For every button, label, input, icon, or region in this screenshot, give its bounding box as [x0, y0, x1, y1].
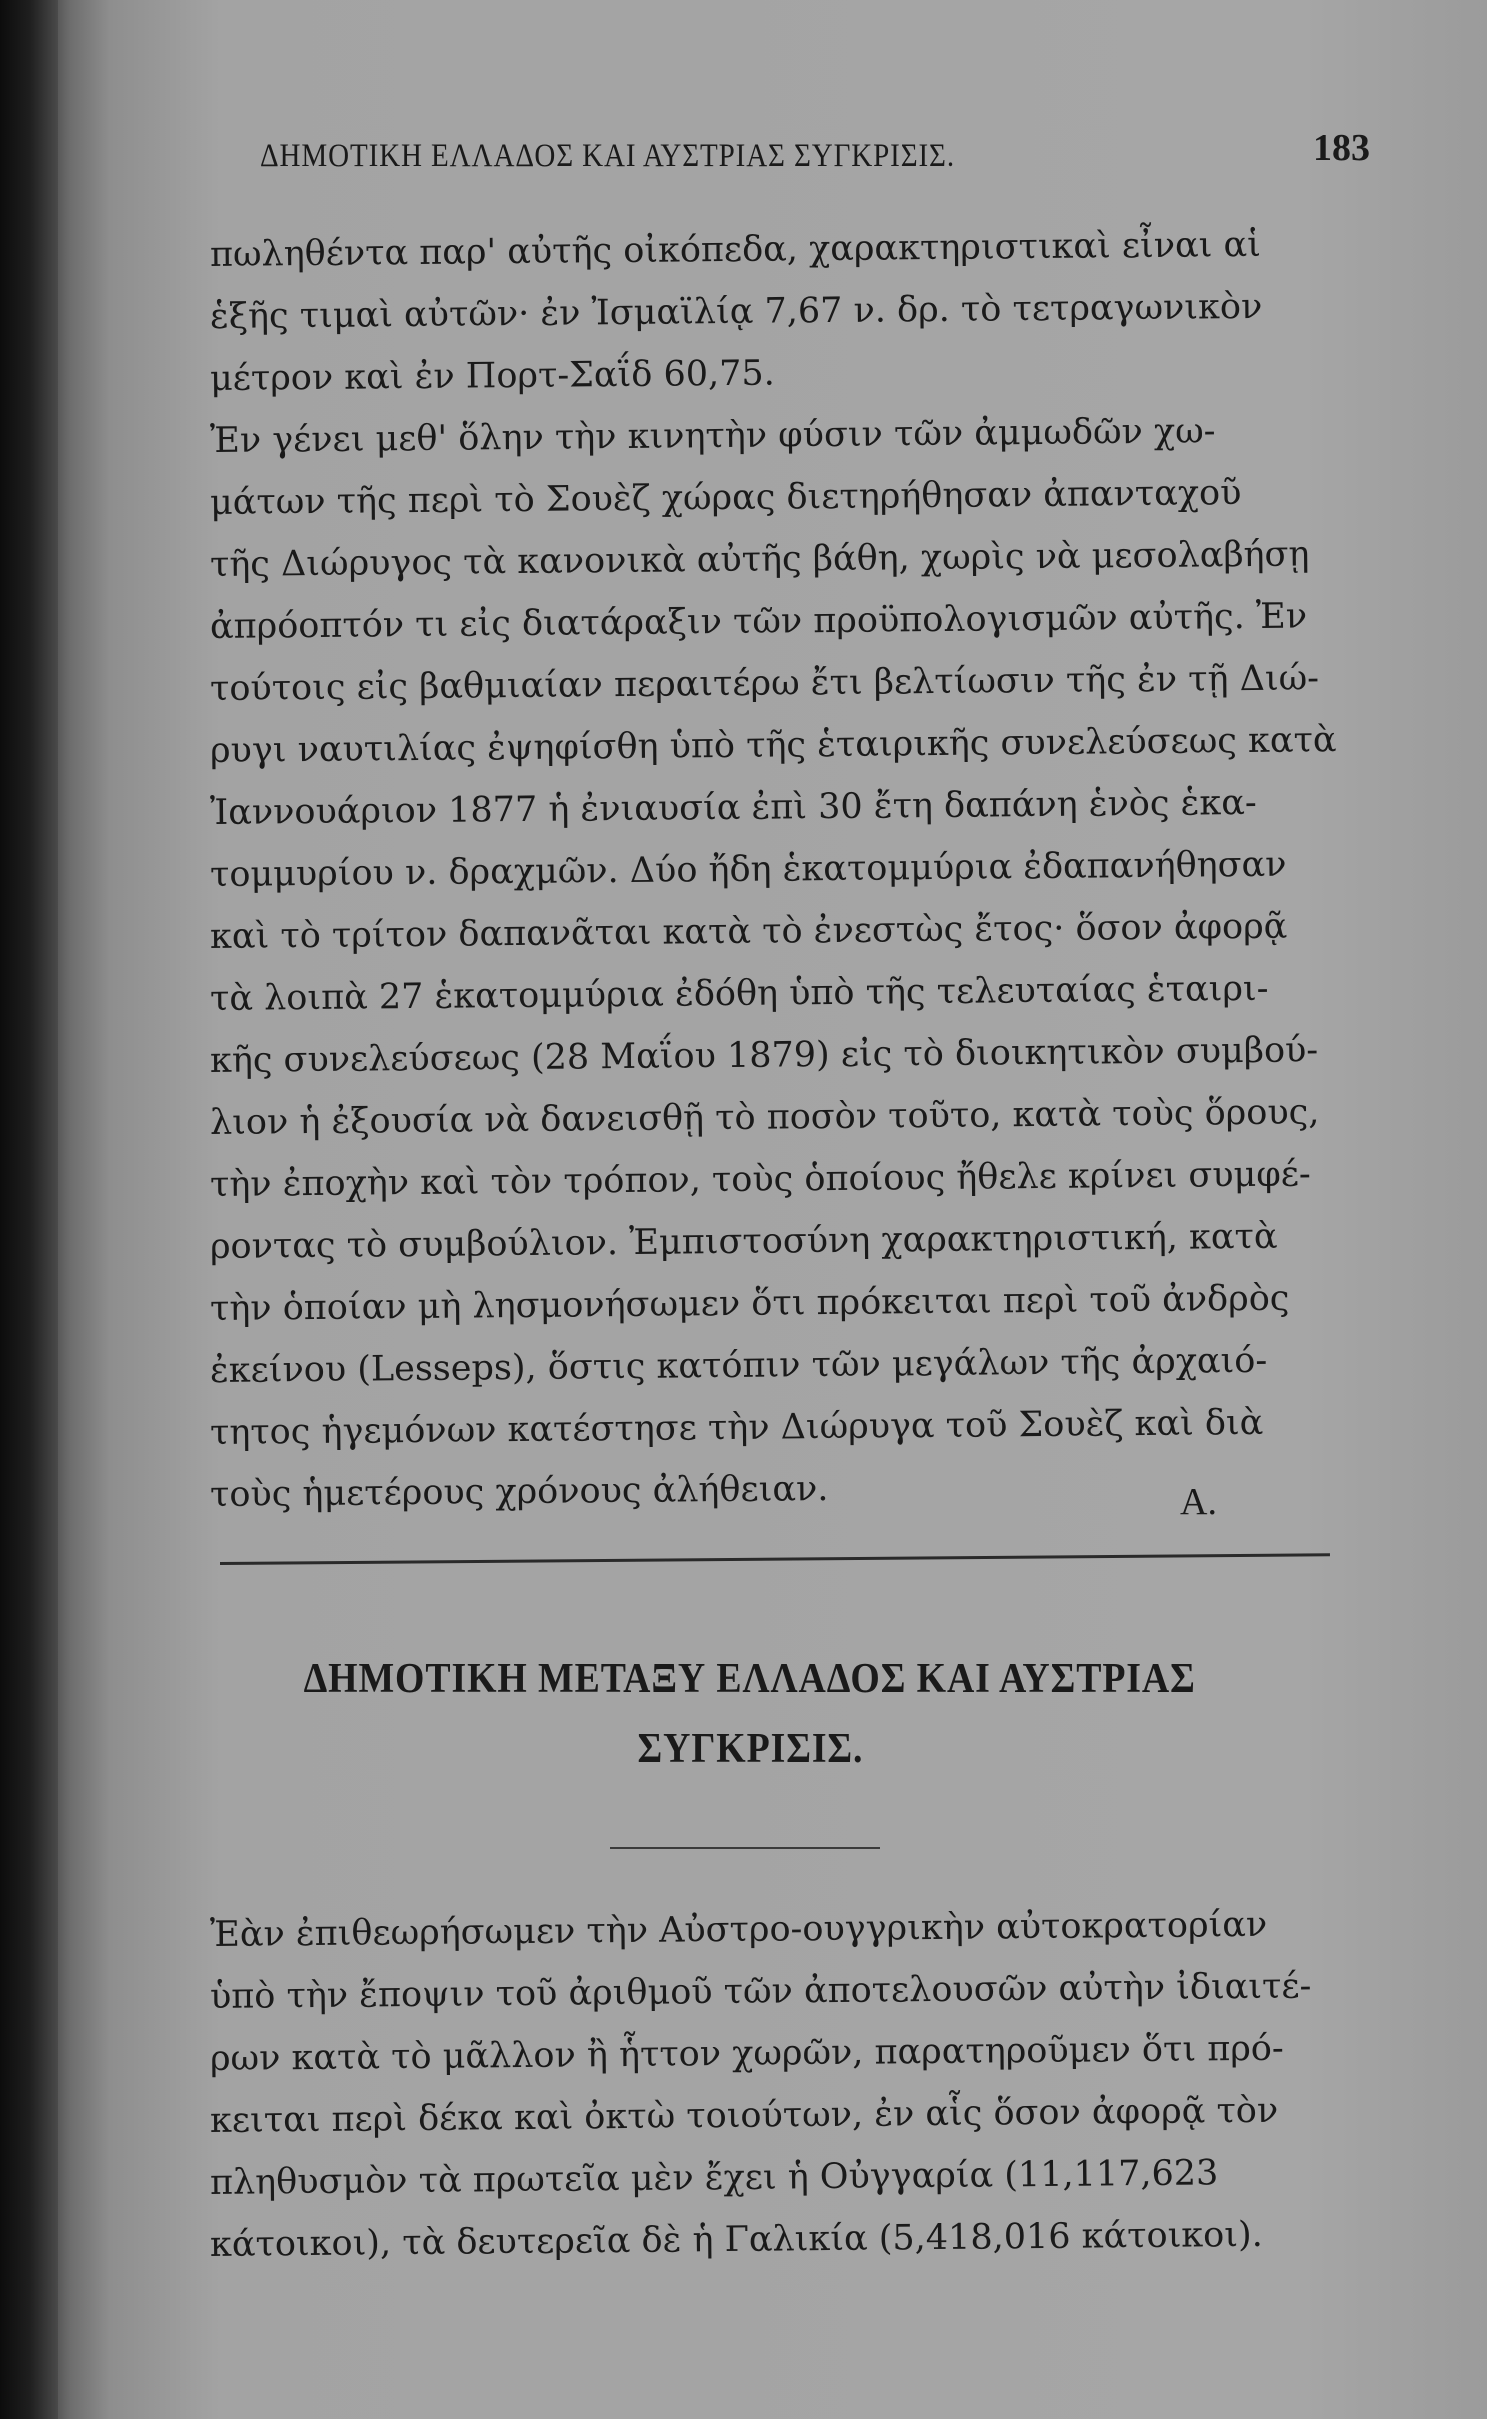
book-gutter-shadow [0, 0, 58, 2419]
article-line: ἀπρόοπτόν τι εἰς διατάραξιν τῶν προϋπολογισμῶν αὐτῆς. Ἐν [209, 596, 1308, 647]
section-line: Ἐὰν ἐπιθεωρήσωμεν τὴν Αὐστρο-ουγγρικὴν αὐτοκρατορίαν [209, 1904, 1268, 1955]
article-line: τοὺς ἡμετέρους χρόνους ἀλήθειαν. [209, 1469, 829, 1515]
section-line: κάτοικοι), τὰ δευτερεῖα δὲ ἡ Γαλικία (5,418,016 κάτοικοι). [209, 2214, 1263, 2265]
article-line: ροντας τὸ συμβούλιον. Ἐμπιστοσύνη χαρακτηριστική, κατὰ [209, 1216, 1278, 1267]
article-line: ἐκείνου (Lesseps), ὅστις κατόπιν τῶν μεγάλων τῆς ἀρχαιό- [209, 1340, 1268, 1391]
article-line: τὴν ἐποχὴν καὶ τὸν τρόπον, τοὺς ὁποίους ἤθελε κρίνει συμφέ- [209, 1154, 1311, 1205]
running-head [260, 120, 1370, 180]
article-line: τὴν ὁποίαν μὴ λησμονήσωμεν ὅτι πρόκειται περὶ τοῦ ἀνδρὸς [209, 1278, 1290, 1329]
article-line: τούτοις εἰς βαθμιαίαν περαιτέρω ἔτι βελτίωσιν τῆς ἐν τῇ Διώ- [209, 658, 1320, 709]
article-line: λιον ἡ ἐξουσία νὰ δανεισθῇ τὸ ποσὸν τοῦτο, κατὰ τοὺς ὅρους, [209, 1092, 1320, 1143]
section-line: ὑπὸ τὴν ἔποψιν τοῦ ἀριθμοῦ τῶν ἀποτελουσῶν αὐτὴν ἰδιαιτέ- [209, 1966, 1312, 2017]
article-line: πωληθέντα παρ' αὐτῆς οἰκόπεδα, χαρακτηριστικαὶ εἶναι αἱ [209, 224, 1262, 275]
section-line: ρων κατὰ τὸ μᾶλλον ἢ ἧττον χωρῶν, παρατηροῦμεν ὅτι πρό- [209, 2028, 1284, 2079]
author-signature: Α. [1180, 1481, 1217, 1523]
article-line: μέτρον καὶ ἐν Πορτ-Σαΐδ 60,75. [209, 353, 775, 399]
article-line: μάτων τῆς περὶ τὸ Σουὲζ χώρας διετηρήθησαν ἀπανταχοῦ [209, 473, 1242, 523]
section-heading-text-2: ΣΥΓΚΡΙΣΙΣ. [637, 1726, 863, 1772]
running-head-title: ΔΗΜΟΤΙΚΗ ΕΛΛΑΔΟΣ ΚΑΙ ΑΥΣΤΡΙΑΣ ΣΥΓΚΡΙΣΙΣ. [260, 138, 955, 174]
section-line: κειται περὶ δέκα καὶ ὀκτὼ τοιούτων, ἐν αἷς ὅσον ἀφορᾷ τὸν [209, 2090, 1279, 2141]
article-line: κῆς συνελεύσεως (28 Μαΐου 1879) εἰς τὸ διοικητικὸν συμβού- [209, 1030, 1319, 1081]
section-heading-line-2 [150, 1725, 1350, 1773]
article-line: Ἐν γένει μεθ' ὅλην τὴν κινητὴν φύσιν τῶν ἀμμωδῶν χω- [209, 411, 1216, 461]
article-line: τητος ἡγεμόνων κατέστησε τὴν Διώρυγα τοῦ Σουὲζ καὶ διὰ [209, 1402, 1264, 1453]
article-line: Ἰαννουάριον 1877 ἡ ἐνιαυσία ἐπὶ 30 ἔτη δαπάνη ἑνὸς ἑκα- [209, 782, 1257, 833]
section-heading-text-1: ΔΗΜΟΤΙΚΗ ΜΕΤΑΞΥ ΕΛΛΑΔΟΣ ΚΑΙ ΑΥΣΤΡΙΑΣ [303, 1656, 1197, 1702]
article-line: τῆς Διώρυγος τὰ κανονικὰ αὐτῆς βάθη, χωρὶς νὰ μεσολαβήσῃ [209, 534, 1310, 585]
article-line: καὶ τὸ τρίτον δαπανᾶται κατὰ τὸ ἐνεστὼς ἔτος· ὅσον ἀφορᾷ [209, 906, 1288, 957]
heading-underline-rule [610, 1847, 880, 1849]
article-line: ρυγι ναυτιλίας ἐψηφίσθη ὑπὸ τῆς ἑταιρικῆς συνελεύσεως κατὰ [209, 720, 1337, 771]
article-line: τομμυρίου ν. δραχμῶν. Δύο ἤδη ἑκατομμύρια ἐδαπανήθησαν [209, 844, 1287, 895]
article-line: ἑξῆς τιμαὶ αὐτῶν· ἐν Ἰσμαϊλίᾳ 7,67 ν. δρ. τὸ τετραγωνικὸν [209, 286, 1263, 337]
section-line: πληθυσμὸν τὰ πρωτεῖα μὲν ἔχει ἡ Οὐγγαρία (11,117,623 [209, 2153, 1219, 2203]
page-number: 183 [1313, 127, 1370, 169]
section-heading-line-1 [150, 1655, 1350, 1703]
article-line: τὰ λοιπὰ 27 ἑκατομμύρια ἐδόθη ὑπὸ τῆς τελευταίας ἑταιρι- [209, 968, 1269, 1019]
section-divider-rule [220, 1553, 1330, 1565]
